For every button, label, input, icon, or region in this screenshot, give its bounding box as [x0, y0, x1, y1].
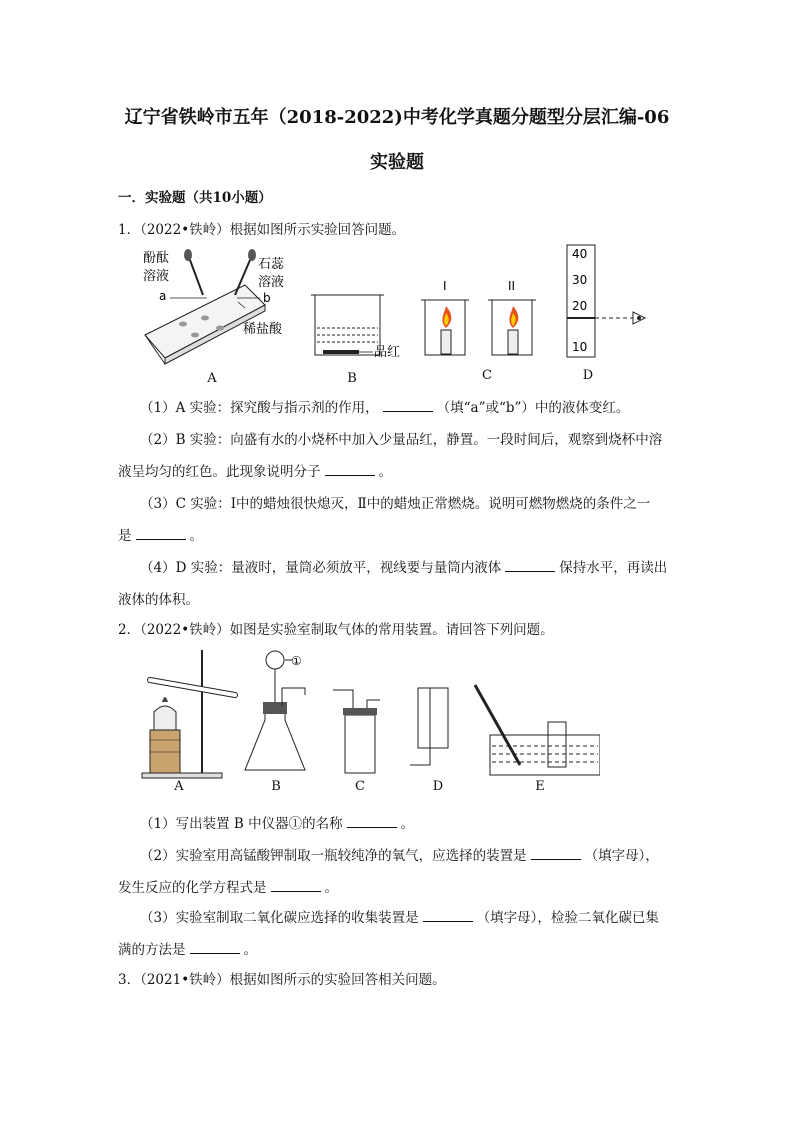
q2-part2b: 发生反应的化学方程式是 。 [118, 880, 338, 896]
fig-c-candles [421, 300, 536, 355]
label-dye: 品红 [374, 345, 401, 360]
label-I: I [443, 279, 447, 293]
fig-label-C: C [482, 368, 492, 383]
answer-blank[interactable] [190, 941, 240, 954]
label-litmus2: 溶液 [258, 275, 285, 290]
answer-blank[interactable] [325, 463, 375, 476]
fig2-a-apparatus [142, 650, 235, 778]
q2-part2a: （2）实验室用高锰酸钾制取一瓶较纯净的氧气，应选择的装置是 （填字母）， [140, 848, 659, 864]
label-b: b [263, 291, 271, 305]
tick-40: 40 [572, 247, 588, 261]
fig2-label-A: A [174, 779, 184, 794]
fig2-label-B: B [271, 779, 281, 794]
fig-label-D: D [582, 368, 594, 383]
fig2-c-bottle [333, 690, 380, 773]
fig2-d-bottle [410, 688, 448, 765]
fig2-b-flask [245, 651, 305, 770]
q1-part2b: 液呈均匀的红色。此现象说明分子 。 [118, 464, 392, 480]
answer-blank[interactable] [423, 909, 473, 922]
fig2-e-trough [475, 685, 600, 775]
section-heading: 一．实验题（共10小题） [118, 190, 272, 206]
q2-stem: 2．（2022•铁岭）如图是实验室制取气体的常用装置。请回答下列问题。 [118, 622, 554, 638]
answer-blank[interactable] [383, 399, 433, 412]
fig2-label-D: D [432, 779, 444, 794]
q1-part2a: （2）B 实验：向盛有水的小烧杯中加入少量品红，静置。一段时间后，观察到烧杯中溶 [140, 432, 663, 448]
label-litmus: 石蕊 [258, 257, 285, 272]
q2-part1: （1）写出装置 B 中仪器①的名称 。 [140, 816, 415, 832]
tick-20: 20 [572, 299, 588, 313]
q2-part3a: （3）实验室制取二氧化碳应选择的收集装置是 （填字母），检验二氧化碳已集 [140, 910, 659, 926]
q2-part3b: 满的方法是 。 [118, 942, 257, 958]
fig2-label-C: C [355, 779, 365, 794]
answer-blank[interactable] [531, 847, 581, 860]
q1-part4a: （4）D 实验：量液时，量筒必须放平，视线要与量筒内液体 保持水平，再读出 [140, 560, 668, 576]
fig-label-A: A [207, 371, 217, 386]
q1-part3b: 是 。 [118, 528, 203, 544]
doc-title-line2: 实验题 [370, 152, 424, 173]
label-acid: 稀盐酸 [243, 322, 283, 337]
answer-blank[interactable] [505, 559, 555, 572]
label-one: ① [291, 654, 302, 668]
q1-part4c: 液体的体积。 [118, 592, 199, 608]
label-phenol: 酚酞 [143, 251, 170, 266]
answer-blank[interactable] [136, 527, 186, 540]
q1-part3a: （3）C 实验：Ⅰ中的蜡烛很快熄灭，Ⅱ中的蜡烛正常燃烧。说明可燃物燃烧的条件之一 [140, 496, 651, 512]
answer-blank[interactable] [271, 879, 321, 892]
q3-stem: 3．（2021•铁岭）根据如图所示的实验回答相关问题。 [118, 972, 446, 988]
tick-30: 30 [572, 273, 588, 287]
label-II: II [508, 279, 516, 293]
doc-title-line1: 辽宁省铁岭市五年（2018-2022)中考化学真题分题型分层汇编-06 [124, 107, 670, 128]
label-a: a [159, 289, 167, 303]
q2-figure [140, 640, 600, 780]
tick-10: 10 [572, 340, 588, 354]
q1-stem: 1．（2022•铁岭）根据如图所示实验回答问题。 [118, 222, 406, 238]
answer-blank[interactable] [347, 815, 397, 828]
q1-part1: （1）A 实验：探究酸与指示剂的作用， （填“a”或“b”）中的液体变红。 [140, 400, 630, 416]
fig-label-B: B [347, 371, 357, 386]
fig-a-spot-plate [145, 249, 265, 364]
label-phenol2: 溶液 [143, 269, 170, 284]
fig2-label-E: E [535, 779, 545, 794]
